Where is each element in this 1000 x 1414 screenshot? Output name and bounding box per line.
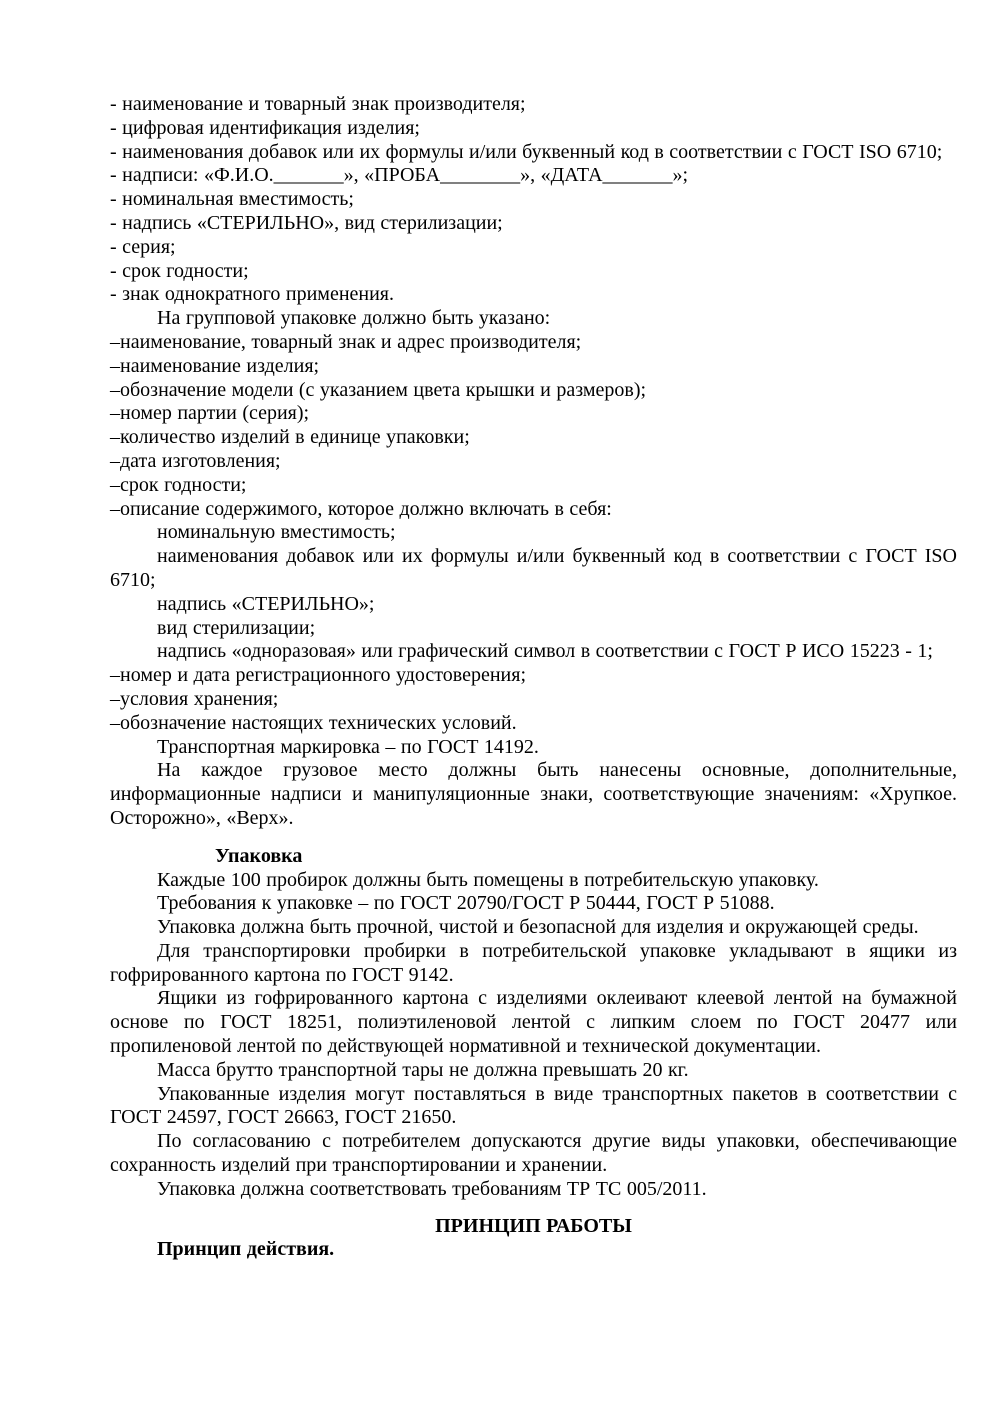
paragraph: Упаковка должна соответствовать требованиям ТР ТС 005/2011. <box>157 1177 707 1200</box>
paragraph: –наименование, товарный знак и адрес производителя; <box>110 330 582 353</box>
princip-dejstviya-lead: Принцип действия. <box>157 1238 335 1261</box>
paragraph: надпись «СТЕРИЛЬНО»; <box>157 592 375 615</box>
paragraph: –обозначение модели (с указанием цвета крышки и размеров); <box>110 378 647 401</box>
paragraph: Упакованные изделия могут поставляться в виде транспортных пакетов в соответствии с ГОСТ 24597, ГОСТ 26663, ГОСТ 21650. <box>110 1082 957 1129</box>
section-heading-upakovka: Упаковка <box>215 844 303 867</box>
paragraph: - наименование и товарный знак производителя; <box>110 93 526 115</box>
paragraph: Ящики из гофрированного картона с изделиями оклеивают клеевой лентой на бумажной основе по ГОСТ 18251, полиэтиленовой лентой с липким слоем по ГОСТ 20477 или пропиленовой лентой по действующей нормативной и технической документации. <box>110 987 957 1058</box>
paragraph: –срок годности; <box>110 473 247 496</box>
paragraph: номинальную вместимость; <box>157 521 396 544</box>
paragraph: вид стерилизации; <box>157 616 316 639</box>
paragraph: Транспортная маркировка – по ГОСТ 14192. <box>157 735 539 758</box>
paragraph: По согласованию с потребителем допускаются другие виды упаковки, обеспечивающие сохранность изделий при транспортировании и хранении. <box>110 1130 957 1177</box>
paragraph: –обозначение настоящих технических условий. <box>110 711 517 734</box>
paragraph: Каждые 100 пробирок должны быть помещены в потребительскую упаковку. <box>157 868 819 891</box>
paragraph: –описание содержимого, которое должно включать в себя: <box>110 497 612 520</box>
paragraph: Масса брутто транспортной тары не должна превышать 20 кг. <box>157 1058 689 1081</box>
paragraph: –количество изделий в единице упаковки; <box>110 426 470 449</box>
paragraph: - наименования добавок или их формулы и/или буквенный код в соответствии с ГОСТ ISO 6710; <box>110 140 943 163</box>
paragraph: –номер и дата регистрационного удостоверения; <box>110 664 527 687</box>
paragraph: На групповой упаковке должно быть указано: <box>157 307 551 330</box>
paragraph: - номинальная вместимость; <box>110 188 354 211</box>
paragraph: - цифровая идентификация изделия; <box>110 116 420 139</box>
paragraph: наименования добавок или их формулы и/или буквенный код в соответствии с ГОСТ ISO 6710; <box>110 545 957 591</box>
paragraph: –номер партии (серия); <box>110 402 310 425</box>
paragraph: Для транспортировки пробирки в потребительской упаковке укладывают в ящики из гофрированного картона по ГОСТ 9142. <box>110 939 957 986</box>
paragraph: - надписи: «Ф.И.О._______», «ПРОБА________», «ДАТА_______»; <box>110 164 689 187</box>
paragraph: –наименование изделия; <box>110 354 320 377</box>
paragraph: –условия хранения; <box>110 687 279 710</box>
paragraph: –дата изготовления; <box>110 449 281 472</box>
paragraph: На каждое грузовое место должны быть нанесены основные, дополнительные, информационные надписи и манипуляционные знаки, соответствующие значениям: «Хрупкое. Осторожно», «Верх». <box>110 759 957 829</box>
paragraph: - надпись «СТЕРИЛЬНО», вид стерилизации; <box>110 211 503 234</box>
paragraph: Требования к упаковке – по ГОСТ 20790/ГОСТ Р 50444, ГОСТ Р 51088. <box>157 892 775 915</box>
paragraph: надпись «одноразовая» или графический символ в соответствии с ГОСТ Р ИСО 15223 - 1; <box>157 640 933 663</box>
paragraph: - срок годности; <box>110 259 249 282</box>
paragraph: - серия; <box>110 235 176 258</box>
section-heading-princip-raboty: ПРИНЦИП РАБОТЫ <box>435 1214 632 1237</box>
paragraph: - знак однократного применения. <box>110 283 395 306</box>
paragraph: Упаковка должна быть прочной, чистой и безопасной для изделия и окружающей среды. <box>157 916 919 939</box>
